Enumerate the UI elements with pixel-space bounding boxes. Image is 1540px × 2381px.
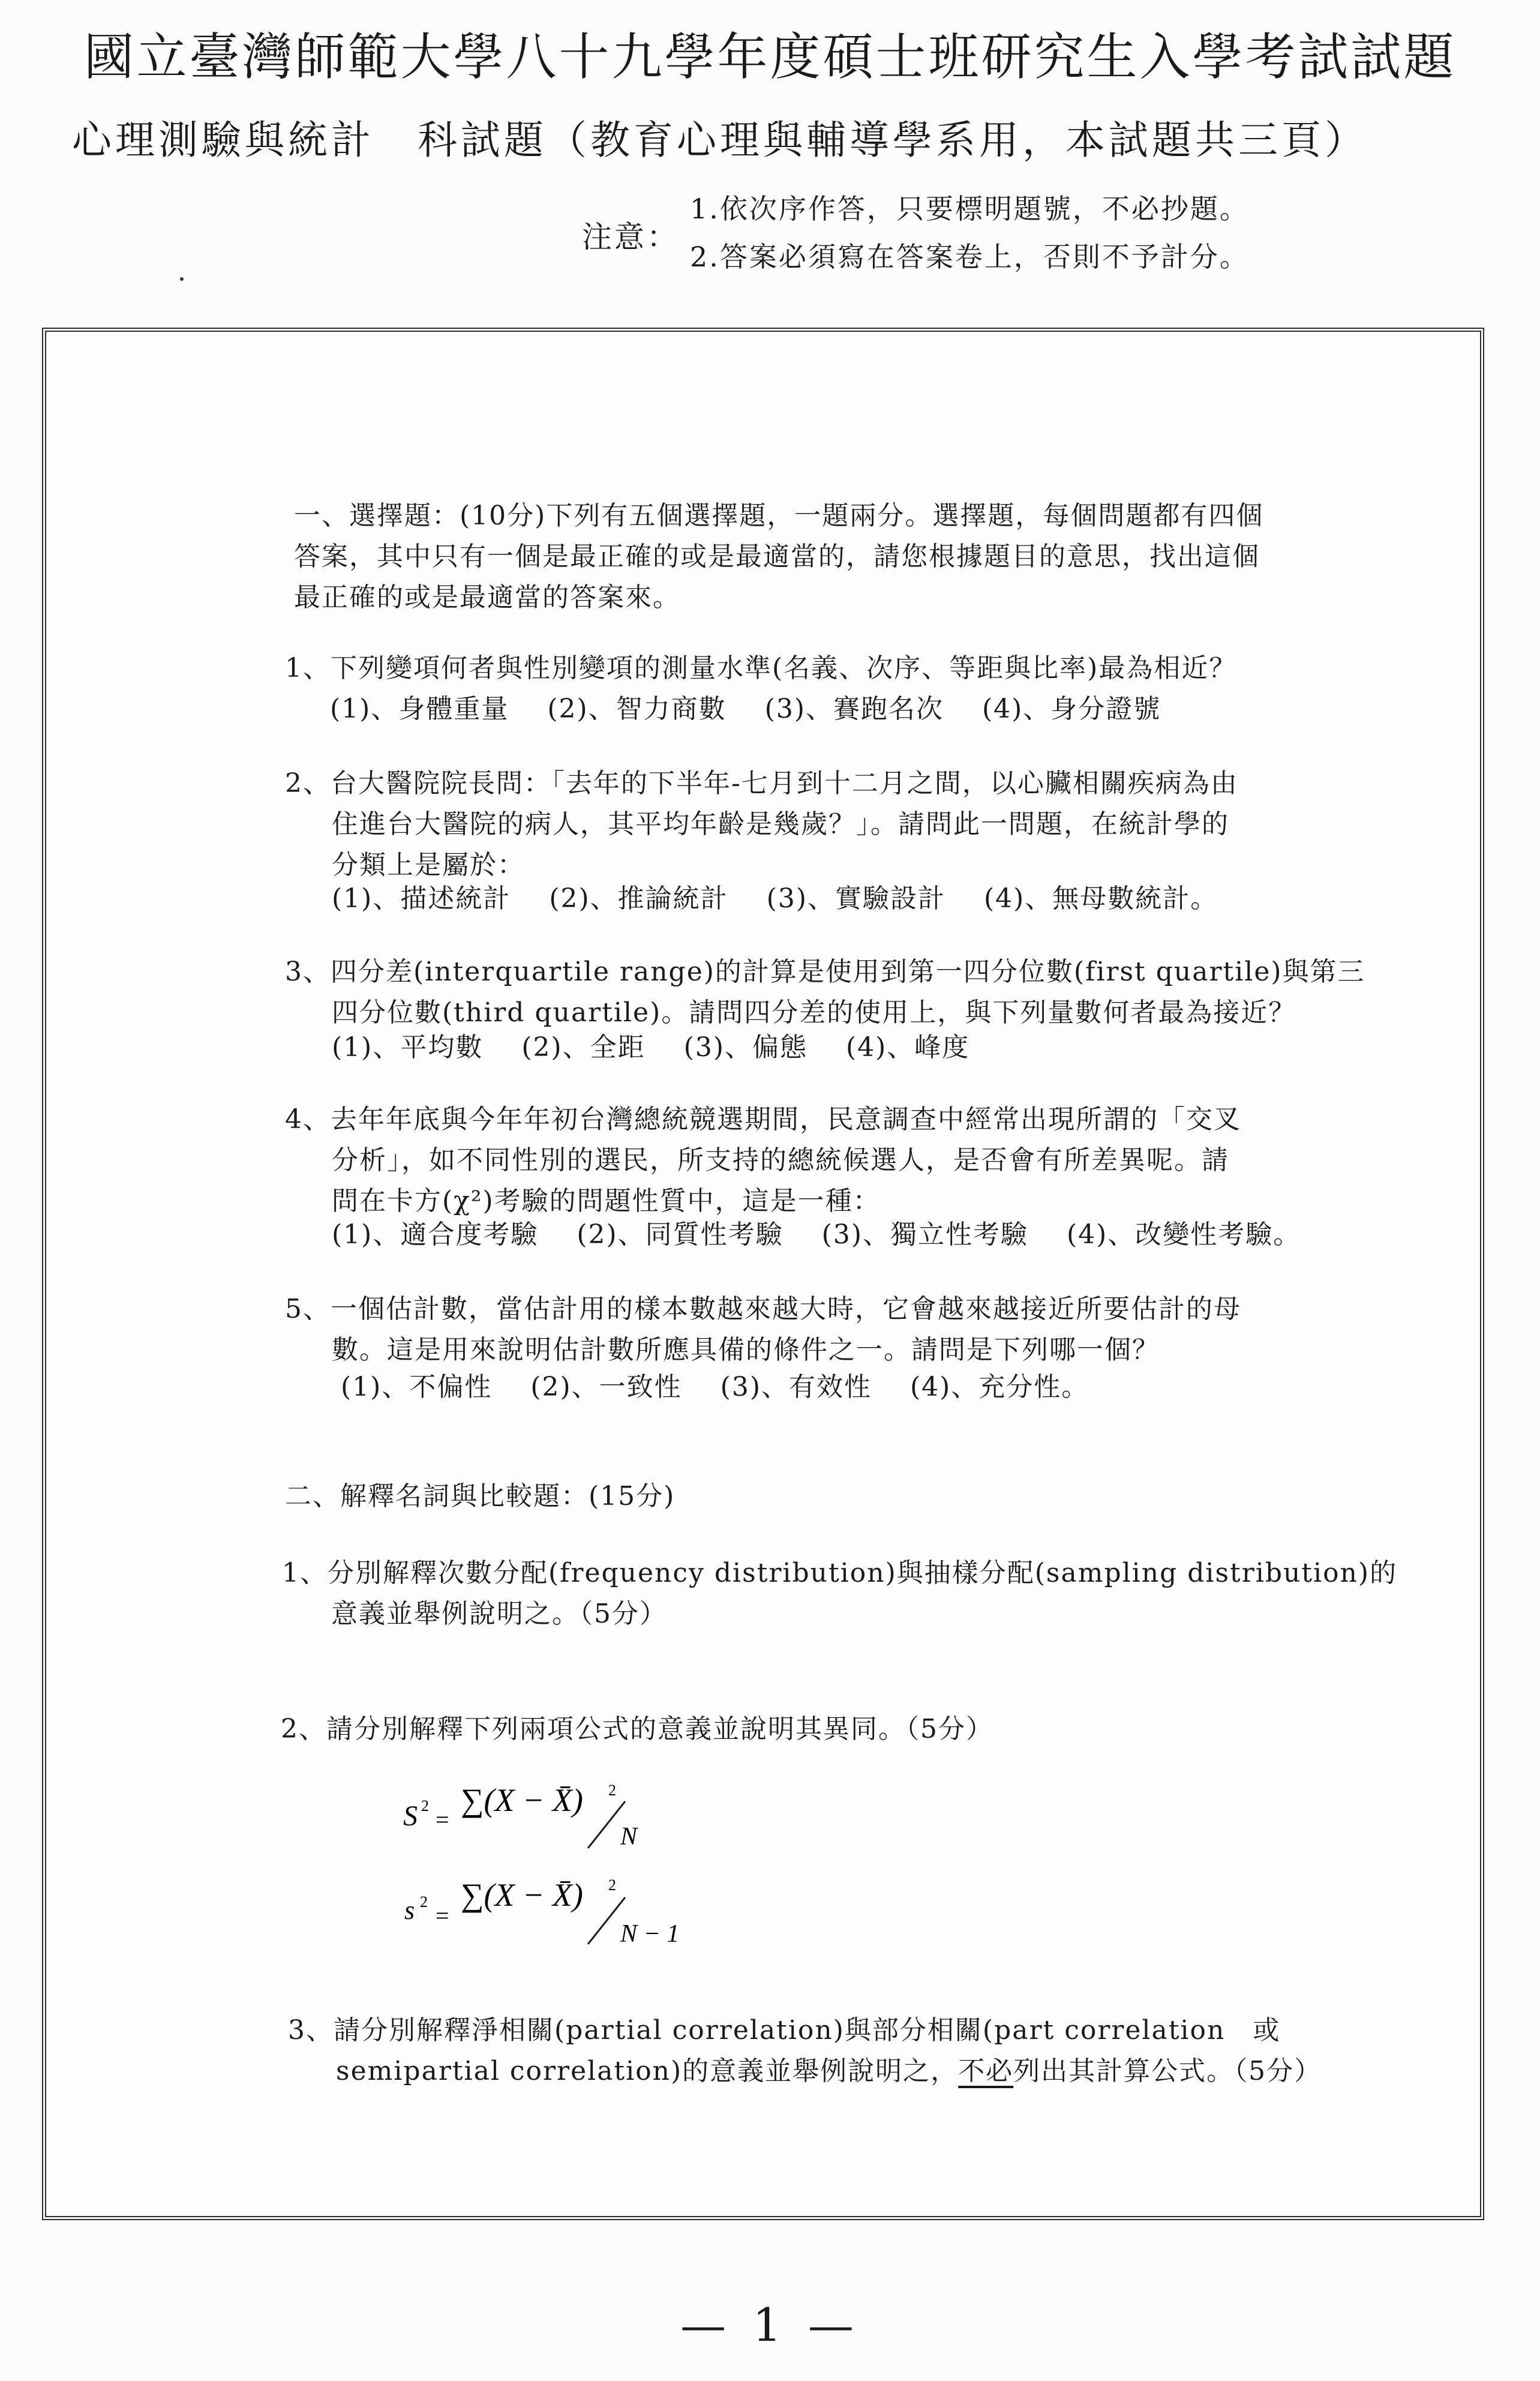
section2-question-2: 2、請分別解釋下列兩項公式的意義並說明其異同。（5分） bbox=[281, 1714, 993, 1744]
option: (2)、同質性考驗 bbox=[577, 1219, 783, 1250]
option: (3)、偏態 bbox=[683, 1032, 807, 1063]
question-text: 1、下列變項何者與性別變項的測量水準(名義、次序、等距與比率)最為相近？ bbox=[285, 653, 1237, 683]
option: (2)、推論統計 bbox=[549, 883, 728, 914]
exam-title: 國立臺灣師範大學八十九學年度碩士班研究生入學考試試題 bbox=[83, 28, 1457, 86]
question-3 bbox=[285, 952, 1365, 1033]
formula-denominator: N − 1 bbox=[620, 1920, 680, 1948]
notice-item-2: 2.答案必須寫在答案卷上，否則不予計分。 bbox=[690, 241, 1249, 273]
question-text-part: 列出其計算公式。（5分） bbox=[1013, 2056, 1322, 2086]
option: (1)、適合度考驗 bbox=[332, 1219, 539, 1250]
section1-intro-line: 答案，其中只有一個是最正確的或是最適當的，請您根據題目的意思，找出這個 bbox=[294, 541, 1260, 572]
question-text: 四分位數(third quartile)。請問四分差的使用上，與下列量數何者最為接近？ bbox=[332, 997, 1296, 1028]
notice-label: 注意： bbox=[582, 220, 679, 254]
stray-mark bbox=[180, 277, 184, 281]
section1-intro bbox=[294, 496, 1263, 618]
option: (1)、不偏性 bbox=[341, 1372, 493, 1402]
question-2 bbox=[285, 763, 1238, 886]
option: (3)、實驗設計 bbox=[766, 883, 945, 914]
question-text: 2、台大醫院院長問：「去年的下半年-七月到十二月之間，以心臟相關疾病為由 bbox=[285, 768, 1238, 799]
option: (3)、有效性 bbox=[720, 1372, 872, 1402]
underlined-emphasis: 不必 bbox=[958, 2056, 1014, 2086]
question-text: 分類上是屬於： bbox=[332, 850, 525, 880]
option: (3)、賽跑名次 bbox=[764, 694, 944, 724]
question-text: 5、一個估計數，當估計用的樣本數越來越大時，它會越來越接近所要估計的母 bbox=[285, 1294, 1241, 1324]
exam-subtitle: 心理測驗與統計 科試題（教育心理與輔導學系用，本試題共三頁） bbox=[72, 117, 1368, 163]
page-number: — 1 — bbox=[680, 2298, 860, 2352]
formula-lhs: s bbox=[404, 1896, 415, 1925]
option: (4)、改變性考驗。 bbox=[1066, 1219, 1301, 1250]
option: (4)、身分證號 bbox=[981, 694, 1161, 724]
question-text: 數。這是用來說明估計數所應具備的條件之一。請問是下列哪一個？ bbox=[332, 1335, 1160, 1365]
option: (1)、平均數 bbox=[332, 1032, 484, 1063]
question-text: 分析」，如不同性別的選民，所支持的總統候選人，是否會有所差異呢。請 bbox=[332, 1145, 1229, 1175]
formula-sample-variance bbox=[404, 1876, 679, 1948]
option: (2)、一致性 bbox=[530, 1372, 682, 1402]
question-text: 3、請分別解釋淨相關(partial correlation)與部分相關(part correlation 或 bbox=[288, 2015, 1281, 2046]
question-text: 意義並舉例說明之。（5分） bbox=[331, 1599, 667, 1629]
question-1-options bbox=[330, 689, 1190, 730]
option: (2)、全距 bbox=[521, 1032, 646, 1063]
section2-question-1 bbox=[282, 1553, 1397, 1635]
question-4-options bbox=[332, 1215, 1329, 1255]
fraction-slash bbox=[588, 1801, 625, 1848]
formula-power: 2 bbox=[608, 1876, 616, 1894]
formula-equals: = bbox=[436, 1806, 449, 1833]
question-text: 4、去年年底與今年年初台灣總統競選期間，民意調查中經常出現所謂的「交叉 bbox=[285, 1104, 1241, 1135]
section1-intro-line: 最正確的或是最適當的答案來。 bbox=[294, 582, 680, 613]
option: (1)、身體重量 bbox=[330, 694, 509, 724]
question-5-options bbox=[341, 1367, 1118, 1408]
question-text: 1、分別解釋次數分配(frequency distribution)與抽樣分配(sampling distribution)的 bbox=[282, 1558, 1398, 1588]
option: (2)、智力商數 bbox=[547, 694, 727, 724]
option: (3)、獨立性考驗 bbox=[821, 1219, 1028, 1250]
section2-question-3 bbox=[288, 2010, 1322, 2092]
option: (4)、充分性。 bbox=[909, 1372, 1089, 1402]
question-3-options bbox=[332, 1027, 998, 1068]
formula-numerator: ∑(X − X̄) bbox=[461, 1877, 583, 1913]
notice-item-1: 1.依次序作答，只要標明題號，不必抄題。 bbox=[690, 193, 1249, 225]
formula-lhs-exp: 2 bbox=[420, 1893, 428, 1911]
question-4 bbox=[285, 1099, 1241, 1222]
formula-denominator: N bbox=[620, 1823, 638, 1851]
fraction-slash bbox=[588, 1897, 625, 1944]
question-text-part: semipartial correlation)的意義並舉例說明之， bbox=[336, 2056, 959, 2086]
question-text: 3、四分差(interquartile range)的計算是使用到第一四分位數(first quartile)與第三 bbox=[285, 956, 1365, 987]
question-1 bbox=[285, 648, 1236, 689]
formula-lhs-exp: 2 bbox=[421, 1797, 429, 1815]
option: (4)、峰度 bbox=[845, 1032, 970, 1063]
question-text bbox=[288, 2051, 1322, 2092]
section1-intro-line: 一、選擇題：(10分)下列有五個選擇題，一題兩分。選擇題，每個問題都有四個 bbox=[294, 500, 1264, 531]
formula-block bbox=[390, 1770, 726, 1962]
formula-lhs: S bbox=[403, 1800, 418, 1832]
option: (4)、無母數統計。 bbox=[983, 883, 1218, 914]
question-text: 住進台大醫院的病人，其平均年齡是幾歲？」。請問此一問題，在統計學的 bbox=[332, 809, 1229, 839]
formula-population-variance bbox=[403, 1782, 638, 1851]
option: (1)、描述統計 bbox=[332, 883, 511, 914]
section2-heading: 二、解釋名詞與比較題：(15分) bbox=[285, 1481, 676, 1512]
formula-power: 2 bbox=[608, 1782, 616, 1799]
formula-equals: = bbox=[436, 1902, 449, 1929]
formula-numerator: ∑(X − X̄) bbox=[461, 1782, 583, 1818]
question-2-options bbox=[332, 878, 1247, 919]
question-text: 問在卡方(χ²)考驗的問題性質中，這是一種： bbox=[332, 1186, 881, 1216]
question-5 bbox=[285, 1289, 1241, 1371]
